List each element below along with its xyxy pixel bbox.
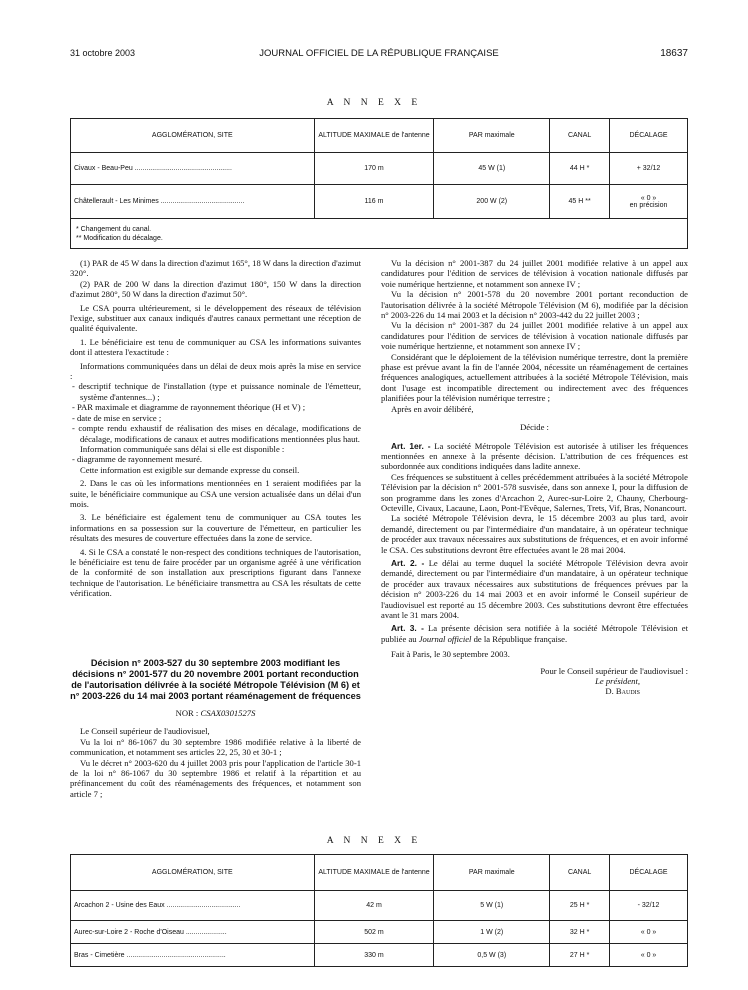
table-row bbox=[71, 185, 688, 219]
cell-altitude: 116 m bbox=[314, 185, 434, 219]
col-header-altitude: ALTITUDE MAXIMALE de l'antenne bbox=[314, 855, 434, 891]
cell-par: 5 W (1) bbox=[434, 891, 550, 921]
article-1: Art. 1er. - La société Métropole Télévision est autorisée à utiliser les fréquences mentionnées en annexe à la présente décision. L'attribution de ces fréquences est subordonnée aux conditions indiquées dans ladite annexe. bbox=[381, 440, 688, 472]
cell-site: Arcachon 2 - Usine des Eaux ...................................... bbox=[71, 891, 315, 921]
cell-canal: 45 H ** bbox=[550, 185, 610, 219]
table-row bbox=[71, 921, 688, 944]
cell-par: 1 W (2) bbox=[434, 921, 550, 944]
annex-table-top bbox=[70, 118, 688, 249]
page-header bbox=[70, 48, 688, 62]
cell-site: Civaux - Beau-Peu .................................................. bbox=[71, 153, 315, 185]
table-header-row bbox=[71, 855, 688, 891]
right-column: Vu la décision n° 2001-387 du 24 juillet 2001 modifiée relative à un appel aux candidatures pour l'édition de services de télévision à vocation nationale diffusés par voie numérique hertzienne, et notamment son annexe IV ; Vu la décision n° 2001-578 du 20 novembre 2001 portant reconduction de l'autorisation délivrée à la société Métropole Télévision (M 6), modifiée par la décision n° 2003-226 du 14 mai 2003 et la décision n° 2003-442 du 22 juillet 2003 ; Vu la décision n° 2001-387 du 24 juillet 2001 modifiée relative à un appel aux candidatures pour l'édition de services de télévision à vocation nationale diffusés par voie numérique hertzienne, et notamment son annexe IV ; Considérant que le déploiement de la télévision numérique terrestre, dont la première phase est prévue avant la fin de l'année 2004, nécessite un réaménagement de certaines fréquences analogiques, actuellement attribuées à la société Métropole Télévision, mais dont l'usage est incompatible directement ou indirectement avec des fréquences planifiées pour la télévision numérique terrestre ; Après en avoir délibéré, Décide : Art. 1er. - La société Métropole Télévision est autorisée à utiliser les fréquences mentionnées en annexe à la présente décision. L'attribution de ces fréquences est subordonnée aux conditions indiquées dans ladite annexe. Ces fréquences se substituent à celles précédemment attribuées à la société Métropole Télévision par la décision n° 2001-578 susvisée, dans son annexe I, pour la diffusion de son programme dans les zones d'Arcachon 2, Aurec-sur-Loire 2, Chauny, Cherbourg-Octeville, Civaux, Lacaune, Laon, Pont-l'Evêque, Salernes, Trets, Vif, Bras, Nonancourt. La société Métropole Télévision devra, le 15 décembre 2003 au plus tard, avoir demandé, directement ou par l'intermédiaire d'un mandataire, à un opérateur technique de procéder aux travaux nécessaires aux substitutions de fréquences, et en avoir informé le CSA. Ces substitutions devront être effectuées avant le 28 mai 2004. Art. 2. - Le délai au terme duquel la société Métropole Télévision devra avoir demandé, directement ou par l'intermédiaire d'un mandataire, à un opérateur technique de procéder aux travaux nécessaires aux substitutions de fréquences prévues par la décision n° 2003-226 du 14 mai 2003 et en avoir informé le Conseil supérieur de l'audiovisuel est reporté au 15 décembre 2003. Ces substitutions devront être effectuées avant le 31 mars 2004. Art. 3. - La présente décision sera notifiée à la société Métropole Télévision et publiée au Journal officiel de la République française. Fait à Paris, le 30 septembre 2003. Pour le Conseil supérieur de l'audiovisuel : Le président, D. Baudis bbox=[381, 258, 688, 697]
left-column: (1) PAR de 45 W dans la direction d'azimut 165°, 18 W dans la direction d'azimut 320°. (2) PAR de 200 W dans la direction d'azimut 180°, 150 W dans la direction d'azimut 280°, 50 W dans la direction d'azimut 50°. Le CSA pourra ultérieurement, si le développement des réseaux de télévision l'exige, substituer aux canaux indiqués d'autres canaux permettant une réception de qualité équivalente. 1. Le bénéficiaire est tenu de communiquer au CSA les informations suivantes dont il attestera l'exactitude : Informations communiquées dans un délai de deux mois après la mise en service : - descriptif technique de l'installation (type et puissance nominale de l'émetteur, système d'antennes...) ; - PAR maximale et diagramme de rayonnement théorique (H et V) ; - date de mise en service ; - compte rendu exhaustif de réalisation des mises en décalage, modifications de décalage, modifications de canaux et autres modifications mentionnées plus haut. Information communiquée sans délai si elle est disponible : - diagramme de rayonnement mesuré. Cette information est exigible sur demande expresse du conseil. 2. Dans le cas où les informations mentionnées en 1 seraient modifiées par la suite, le bénéficiaire communique au CSA une version actualisée dans un délai d'un mois. 3. Le bénéficiaire est également tenu de communiquer au CSA toutes les informations en sa possession sur la couverture de l'émetteur, en particulier les résultats des mesures de couverture effectuées dans la zone de service. 4. Si le CSA a constaté le non-respect des conditions techniques de l'autorisation, le bénéficiaire est tenu de faire procéder par un organisme agréé à une vérification de la conformité de son installation aux prescriptions figurant dans l'annexe technique de l'autorisation. Le bénéficiaire transmettra au CSA les résultats de cette vérification. bbox=[70, 258, 362, 599]
table-notes: * Changement du canal. ** Modification du décalage. bbox=[71, 219, 688, 249]
table-header-row bbox=[71, 119, 688, 153]
decide-heading: Décide : bbox=[520, 422, 549, 433]
nor-reference: NOR : CSAX0301527S bbox=[175, 708, 256, 718]
article-3: Art. 3. - La présente décision sera notifiée à la société Métropole Télévision et publiée au Journal officiel de la République française. bbox=[381, 623, 688, 644]
cell-altitude: 42 m bbox=[314, 891, 434, 921]
table-row bbox=[71, 891, 688, 921]
decision-title: Décision n° 2003-527 du 30 septembre 2003 modifiant les décisions n° 2001-577 du 20 novembre 2001 portant reconduction de l'autorisation délivrée à la société Métropole Télévision (M 6) et n° 2003-226 du 14 mai 2003 portant réaménagement de fréquences bbox=[70, 658, 361, 701]
col-header-par: PAR maximale bbox=[434, 119, 550, 153]
done-at: Fait à Paris, le 30 septembre 2003. bbox=[391, 649, 510, 660]
cell-altitude: 502 m bbox=[314, 921, 434, 944]
cell-decalage: + 32/12 bbox=[610, 153, 688, 185]
decision-block: Décision n° 2003-527 du 30 septembre 2003 modifiant les décisions n° 2001-577 du 20 novembre 2001 portant reconduction de l'autorisation délivrée à la société Métropole Télévision (M 6) et n° 2003-226 du 14 mai 2003 portant réaménagement de fréquences NOR : CSAX0301527S Le Conseil supérieur de l'audiovisuel, Vu la loi n° 86-1067 du 30 septembre 1986 modifiée relative à la liberté de communication, et notamment ses articles 22, 25, 30 et 30-1 ; Vu le décret n° 2003-620 du 4 juillet 2003 pris pour l'application de l'article 30-1 de la loi n° 86-1067 du 30 septembre 1986 et relatif à la répartition et au préfinancement du coût des réaménagements des fréquences, et notamment son article 7 ; bbox=[70, 658, 361, 799]
cell-decalage: « 0 » bbox=[610, 944, 688, 967]
cell-canal: 44 H * bbox=[550, 153, 610, 185]
cell-altitude: 330 m bbox=[314, 944, 434, 967]
annex-table-bottom bbox=[70, 854, 688, 967]
cell-par: 200 W (2) bbox=[434, 185, 550, 219]
col-header-canal: CANAL bbox=[550, 855, 610, 891]
cell-site: Bras - Cimetière ................................................... bbox=[71, 944, 315, 967]
cell-canal: 32 H * bbox=[550, 921, 610, 944]
cell-par: 0,5 W (3) bbox=[434, 944, 550, 967]
cell-decalage: - 32/12 bbox=[610, 891, 688, 921]
table-notes-row bbox=[71, 219, 688, 249]
cell-decalage: « 0 » bbox=[610, 921, 688, 944]
cell-altitude: 170 m bbox=[314, 153, 434, 185]
col-header-canal: CANAL bbox=[550, 119, 610, 153]
signature-name: D. Baudis bbox=[605, 686, 640, 697]
cell-par: 45 W (1) bbox=[434, 153, 550, 185]
cell-decalage: « 0 » en précision bbox=[610, 185, 688, 219]
cell-canal: 25 H * bbox=[550, 891, 610, 921]
annex-title-bottom: A N N E X E bbox=[326, 836, 422, 846]
header-page-number: 18637 bbox=[660, 48, 688, 59]
table-row bbox=[71, 944, 688, 967]
annex-title-top: A N N E X E bbox=[326, 98, 422, 108]
col-header-decalage: DÉCALAGE bbox=[610, 119, 688, 153]
signature-role: Le président, bbox=[595, 676, 640, 687]
col-header-decalage: DÉCALAGE bbox=[610, 855, 688, 891]
table-row bbox=[71, 153, 688, 185]
cell-site: Châtellerault - Les Minimes ........................................... bbox=[71, 185, 315, 219]
col-header-altitude: ALTITUDE MAXIMALE de l'antenne bbox=[314, 119, 434, 153]
article-2: Art. 2. - Le délai au terme duquel la société Métropole Télévision devra avoir demandé, directement ou par l'intermédiaire d'un mandataire, à un opérateur technique de procéder aux travaux nécessaires aux substitutions de fréquences prévues par la décision n° 2003-226 du 14 mai 2003 et en avoir informé le Conseil supérieur de l'audiovisuel est reporté au 15 décembre 2003. Ces substitutions devront être effectuées avant le 31 mars 2004. bbox=[381, 557, 688, 620]
header-journal: JOURNAL OFFICIEL DE LA RÉPUBLIQUE FRANÇAISE bbox=[259, 48, 499, 59]
signature-for: Pour le Conseil supérieur de l'audiovisuel : bbox=[540, 665, 688, 676]
col-header-site: AGGLOMÉRATION, SITE bbox=[71, 119, 315, 153]
col-header-site: AGGLOMÉRATION, SITE bbox=[71, 855, 315, 891]
cell-site: Aurec-sur-Loire 2 - Roche d'Oiseau ..................... bbox=[71, 921, 315, 944]
cell-canal: 27 H * bbox=[550, 944, 610, 967]
header-date: 31 octobre 2003 bbox=[70, 48, 136, 58]
col-header-par: PAR maximale bbox=[434, 855, 550, 891]
